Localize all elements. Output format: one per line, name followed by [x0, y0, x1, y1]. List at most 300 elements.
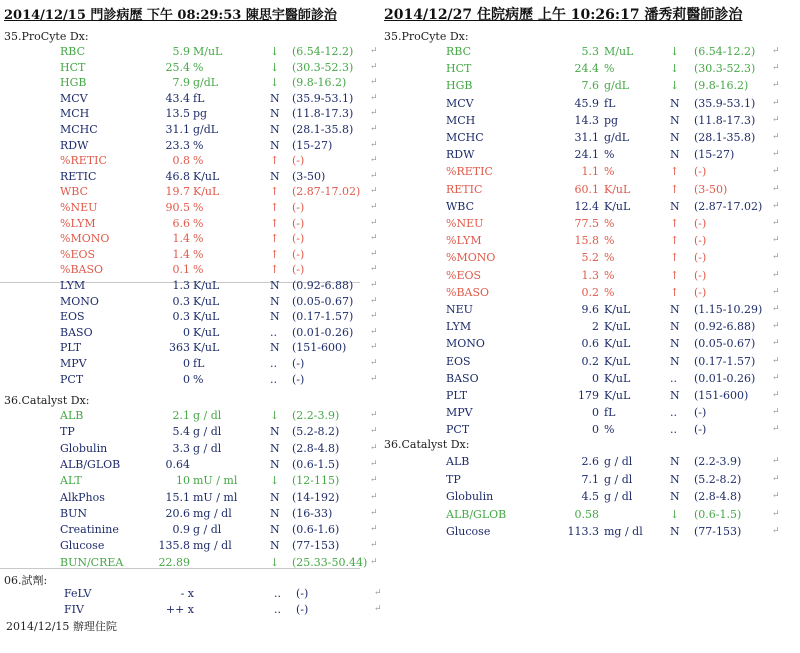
- lab-row: [380, 320, 800, 337]
- test-unit: %: [604, 268, 615, 282]
- test-name: %BASO: [446, 285, 490, 299]
- return-mark-icon: ↵: [772, 473, 780, 484]
- procyte-header: 35.ProCyte Dx:: [384, 30, 469, 43]
- test-unit: g / dl: [193, 523, 222, 537]
- return-mark-icon: ↵: [772, 372, 780, 383]
- test-name: MONO: [446, 337, 485, 351]
- return-mark-icon: ↵: [370, 475, 378, 486]
- lab-row: [0, 310, 380, 327]
- return-mark-icon: ↵: [370, 264, 378, 275]
- test-range: (-): [694, 268, 707, 282]
- test-flag: ..: [270, 325, 277, 339]
- test-name: MCHC: [60, 123, 98, 136]
- record-title: 2014/12/15 門診病歷 下午 08:29:53 陳思宇醫師診治: [4, 8, 337, 23]
- lab-row: [0, 263, 380, 280]
- test-range: (-): [694, 285, 707, 299]
- test-flag: ..: [274, 587, 281, 600]
- test-range: (35.9-53.1): [694, 96, 756, 110]
- test-range: (-): [296, 587, 309, 600]
- test-flag: ↑: [670, 182, 680, 196]
- test-value: 22.89: [158, 555, 190, 569]
- test-range: (-): [292, 201, 305, 214]
- test-value: 3.3: [172, 441, 190, 455]
- test-value: 13.5: [165, 107, 190, 121]
- test-flag: N: [670, 148, 680, 162]
- test-range: (0.05-0.67): [694, 337, 756, 351]
- test-range: (35.9-53.1): [292, 91, 354, 105]
- lab-row: [0, 107, 380, 124]
- test-value: 7.9: [172, 76, 190, 90]
- test-flag: N: [670, 337, 680, 351]
- return-mark-icon: ↵: [772, 424, 780, 435]
- return-mark-icon: ↵: [772, 321, 780, 332]
- test-range: (25.33-50.44): [292, 555, 368, 569]
- return-mark-icon: ↵: [374, 588, 382, 598]
- test-range: (28.1-35.8): [694, 131, 756, 144]
- test-flag: N: [270, 310, 280, 324]
- test-range: (3-50): [694, 182, 728, 196]
- return-mark-icon: ↵: [370, 556, 378, 567]
- test-range: (-): [292, 263, 305, 277]
- test-name: WBC: [60, 185, 89, 199]
- test-range: (12-115): [292, 474, 340, 488]
- return-mark-icon: ↵: [772, 132, 780, 142]
- return-mark-icon: ↵: [370, 139, 378, 150]
- test-range: (2.2-3.9): [292, 409, 340, 422]
- test-flag: N: [670, 320, 680, 334]
- lab-row: [380, 372, 800, 389]
- test-flag: ↓: [670, 62, 680, 76]
- test-name: Glucose: [60, 539, 105, 553]
- lab-row: [0, 139, 380, 156]
- test-flag: ↑: [670, 217, 680, 230]
- test-unit: g/dL: [193, 123, 219, 136]
- test-unit: g/dL: [604, 79, 630, 93]
- lab-row: [380, 79, 800, 96]
- test-value: 60.1: [574, 182, 599, 196]
- test-name: TP: [60, 425, 75, 439]
- test-range: (-): [292, 357, 305, 370]
- lab-row: [380, 508, 800, 525]
- return-mark-icon: ↵: [370, 46, 378, 56]
- test-flag: N: [670, 96, 680, 110]
- return-mark-icon: ↵: [370, 217, 378, 228]
- test-name: RETIC: [446, 182, 483, 196]
- test-value: 5.4: [172, 425, 190, 439]
- return-mark-icon: ↵: [370, 524, 378, 535]
- lab-row: [380, 97, 800, 114]
- lab-row: [380, 490, 800, 507]
- lab-row: [380, 423, 800, 440]
- test-flag: N: [670, 131, 680, 144]
- lab-row: [0, 201, 380, 218]
- return-mark-icon: ↵: [370, 540, 378, 551]
- test-flag: ↓: [670, 79, 680, 93]
- test-range: (0.92-6.88): [292, 279, 354, 292]
- test-value: 0.2: [581, 354, 599, 368]
- test-name: LYM: [446, 320, 472, 334]
- test-value: 7.6: [581, 79, 599, 93]
- test-flag: N: [670, 199, 680, 213]
- test-value: 19.7: [165, 185, 190, 199]
- test-range: (-): [292, 216, 305, 230]
- lab-row: [380, 183, 800, 200]
- test-value: 1.4: [172, 247, 190, 261]
- return-mark-icon: ↵: [772, 526, 780, 536]
- test-value: 363: [169, 341, 190, 355]
- test-flag: N: [270, 169, 280, 183]
- test-value: 0.58: [574, 507, 599, 521]
- return-mark-icon: ↵: [370, 108, 378, 119]
- lab-row: [0, 232, 380, 249]
- test-row: [0, 587, 380, 604]
- lab-row: [380, 200, 800, 217]
- test-flag: ..: [270, 357, 277, 370]
- test-flag: ..: [670, 406, 677, 420]
- lab-row: [380, 355, 800, 372]
- return-mark-icon: ↵: [772, 355, 780, 366]
- test-flag: ..: [670, 423, 677, 437]
- return-mark-icon: ↵: [772, 63, 780, 74]
- test-unit: g/dL: [193, 76, 219, 90]
- test-unit: K/uL: [604, 371, 631, 385]
- test-range: (5.2-8.2): [292, 425, 340, 439]
- return-mark-icon: ↵: [370, 311, 378, 322]
- test-name: %LYM: [60, 216, 96, 230]
- test-unit: K/uL: [193, 185, 220, 199]
- lab-row: [0, 248, 380, 265]
- test-name: %RETIC: [60, 154, 107, 168]
- test-range: (0.6-1.5): [292, 457, 340, 471]
- lab-row: [0, 279, 380, 296]
- test-value: 135.8: [158, 539, 190, 553]
- lab-row: [0, 442, 380, 459]
- test-value: 31.1: [165, 123, 190, 136]
- test-unit: mU / ml: [193, 490, 238, 504]
- test-flag: N: [270, 425, 280, 439]
- test-name: MONO: [60, 294, 99, 308]
- lab-row: [0, 458, 380, 475]
- lab-row: [0, 295, 380, 312]
- test-name: RBC: [60, 45, 85, 58]
- test-result: - x: [180, 587, 194, 600]
- test-flag: ↑: [670, 251, 680, 265]
- test-name: ALB: [60, 409, 84, 422]
- lab-row: [380, 62, 800, 79]
- test-range: (28.1-35.8): [292, 123, 354, 136]
- test-range: (-): [694, 165, 707, 179]
- test-unit: mg / dl: [193, 539, 232, 553]
- return-mark-icon: ↵: [370, 186, 378, 197]
- return-mark-icon: ↵: [772, 491, 780, 501]
- test-name: %NEU: [60, 201, 98, 214]
- test-range: (3-50): [292, 169, 326, 183]
- return-mark-icon: ↵: [370, 295, 378, 306]
- test-range: (9.8-16.2): [292, 76, 347, 90]
- return-mark-icon: ↵: [370, 507, 378, 518]
- test-unit: %: [193, 138, 204, 152]
- lab-row: [0, 61, 380, 78]
- test-flag: N: [270, 441, 280, 455]
- test-value: 5.9: [172, 45, 190, 58]
- test-flag: ↑: [270, 232, 280, 246]
- return-mark-icon: ↵: [370, 442, 378, 453]
- test-value: 0.2: [581, 285, 599, 299]
- test-flag: ↑: [670, 285, 680, 299]
- return-mark-icon: ↵: [772, 200, 780, 211]
- lab-row: [380, 131, 800, 148]
- test-range: (2.8-4.8): [292, 441, 340, 455]
- test-unit: %: [604, 217, 615, 230]
- test-range: (2.87-17.02): [694, 199, 763, 213]
- test-flag: ↑: [270, 201, 280, 214]
- lab-row: [0, 491, 380, 508]
- test-name: PCT: [60, 372, 84, 386]
- test-unit: K/uL: [604, 320, 631, 334]
- return-mark-icon: ↵: [772, 269, 780, 280]
- return-mark-icon: ↵: [772, 304, 780, 314]
- test-value: 1.4: [172, 232, 190, 246]
- test-flag: ↑: [270, 247, 280, 261]
- return-mark-icon: ↵: [370, 373, 378, 384]
- test-range: (1.15-10.29): [694, 303, 763, 316]
- return-mark-icon: ↵: [370, 202, 378, 212]
- test-value: 90.5: [165, 201, 190, 214]
- test-name: ALB/GLOB: [60, 457, 121, 471]
- test-flag: ↑: [270, 216, 280, 230]
- test-value: 0: [592, 423, 599, 437]
- lab-row: [380, 234, 800, 251]
- return-mark-icon: ↵: [772, 252, 780, 263]
- test-name: RETIC: [60, 169, 97, 183]
- test-row: [0, 603, 380, 620]
- test-value: 12.4: [574, 199, 599, 213]
- test-result: ++ x: [165, 603, 194, 616]
- test-flag: N: [270, 123, 280, 136]
- test-flag: N: [670, 472, 680, 486]
- lab-row: [380, 337, 800, 354]
- lab-row: [0, 523, 380, 540]
- test-value: 7.1: [581, 472, 599, 486]
- test-flag: ..: [274, 603, 281, 616]
- test-range: (30.3-52.3): [292, 60, 354, 74]
- test-name: AlkPhos: [60, 490, 105, 504]
- test-range: (0.17-1.57): [292, 310, 354, 324]
- test-unit: K/uL: [604, 389, 631, 402]
- lab-row: [380, 269, 800, 286]
- test-range: (-): [694, 423, 707, 437]
- test-unit: K/uL: [193, 294, 220, 308]
- lab-row: [380, 525, 800, 542]
- test-flag: ↑: [670, 234, 680, 248]
- test-flag: N: [270, 279, 280, 292]
- return-mark-icon: ↵: [370, 491, 378, 502]
- test-name: %RETIC: [446, 165, 493, 179]
- lab-row: [0, 154, 380, 171]
- test-range: (6.54-12.2): [694, 45, 756, 58]
- test-name: RDW: [60, 138, 89, 152]
- lab-row: [0, 217, 380, 234]
- test-value: 0: [183, 357, 190, 370]
- test-name: ALT: [60, 474, 82, 488]
- test-flag: ↑: [670, 268, 680, 282]
- test-name: HGB: [446, 79, 473, 93]
- return-mark-icon: ↵: [370, 342, 378, 353]
- test-value: 0.3: [172, 294, 190, 308]
- test-unit: fL: [604, 96, 616, 110]
- test-range: (11.8-17.3): [694, 113, 756, 127]
- test-unit: g / dl: [193, 441, 222, 455]
- test-unit: %: [193, 216, 204, 230]
- test-unit: %: [604, 285, 615, 299]
- test-flag: N: [270, 523, 280, 537]
- test-value: 9.6: [581, 303, 599, 316]
- test-name: FeLV: [64, 587, 92, 600]
- test-unit: %: [193, 372, 204, 386]
- test-unit: %: [193, 247, 204, 261]
- test-flag: ↑: [670, 165, 680, 179]
- return-mark-icon: ↵: [772, 456, 780, 466]
- lab-row: [0, 123, 380, 140]
- test-unit: K/uL: [604, 354, 631, 368]
- return-mark-icon: ↵: [370, 426, 378, 437]
- lab-row: [380, 217, 800, 234]
- test-unit: K/uL: [193, 169, 220, 183]
- test-unit: %: [604, 234, 615, 248]
- test-name: Globulin: [446, 490, 494, 503]
- procyte-header: 35.ProCyte Dx:: [4, 30, 89, 43]
- test-value: 15.8: [574, 234, 599, 248]
- test-unit: K/uL: [193, 341, 220, 355]
- test-header: 06.試劑:: [4, 574, 48, 587]
- test-unit: fL: [193, 91, 205, 105]
- test-range: (5.2-8.2): [694, 472, 742, 486]
- return-mark-icon: ↵: [370, 61, 378, 72]
- test-unit: mU / ml: [193, 474, 238, 488]
- test-flag: N: [270, 107, 280, 121]
- test-unit: g / dl: [604, 472, 633, 486]
- test-name: %MONO: [446, 251, 496, 265]
- test-unit: K/uL: [193, 310, 220, 324]
- lab-row: [0, 341, 380, 358]
- return-mark-icon: ↵: [370, 233, 378, 244]
- test-name: HGB: [60, 76, 87, 90]
- test-value: 0.8: [172, 154, 190, 168]
- test-flag: N: [670, 303, 680, 316]
- return-mark-icon: ↵: [772, 407, 780, 418]
- test-range: (-): [694, 217, 707, 230]
- return-mark-icon: ↵: [772, 80, 780, 91]
- test-name: EOS: [446, 354, 471, 368]
- test-unit: K/uL: [604, 337, 631, 351]
- return-mark-icon: ↵: [772, 97, 780, 108]
- test-value: 31.1: [574, 131, 599, 144]
- test-name: BUN: [60, 506, 87, 520]
- test-unit: fL: [604, 406, 616, 420]
- return-mark-icon: ↵: [370, 155, 378, 166]
- test-value: 5.2: [581, 251, 599, 265]
- lab-row: [380, 165, 800, 182]
- record-title: 2014/12/27 住院病歷 上午 10:26:17 潘秀莉醫師診治: [384, 7, 743, 23]
- test-name: BUN/CREA: [60, 555, 124, 569]
- catalyst-header: 36.Catalyst Dx:: [384, 438, 470, 451]
- test-flag: ↓: [270, 45, 280, 58]
- test-name: BASO: [60, 325, 93, 339]
- test-value: 0.1: [172, 263, 190, 277]
- return-mark-icon: ↵: [772, 218, 780, 228]
- lab-row: [380, 251, 800, 268]
- test-unit: %: [604, 165, 615, 179]
- return-mark-icon: ↵: [772, 286, 780, 297]
- lab-row: [0, 45, 380, 62]
- test-range: (30.3-52.3): [694, 62, 756, 76]
- test-unit: K/uL: [604, 182, 631, 196]
- test-unit: K/uL: [193, 325, 220, 339]
- test-unit: %: [193, 232, 204, 246]
- lab-row: [380, 45, 800, 62]
- test-range: (16-33): [292, 506, 333, 520]
- test-value: 25.4: [165, 60, 190, 74]
- test-range: (2.87-17.02): [292, 185, 361, 199]
- test-name: TP: [446, 472, 461, 486]
- test-name: %BASO: [60, 263, 104, 277]
- test-flag: N: [670, 525, 680, 538]
- lab-row: [0, 409, 380, 426]
- lab-row: [380, 406, 800, 423]
- test-unit: %: [193, 154, 204, 168]
- return-mark-icon: ↵: [772, 46, 780, 56]
- test-value: 4.5: [581, 490, 599, 503]
- lab-row: [380, 455, 800, 472]
- test-value: 1.3: [172, 279, 190, 292]
- test-name: PLT: [446, 389, 468, 402]
- test-flag: N: [670, 490, 680, 503]
- test-flag: N: [270, 138, 280, 152]
- return-mark-icon: ↵: [370, 248, 378, 259]
- test-flag: N: [270, 91, 280, 105]
- test-unit: mg / dl: [604, 525, 643, 538]
- test-unit: M/uL: [193, 45, 223, 58]
- test-flag: ↓: [270, 555, 280, 569]
- lab-row: [0, 185, 380, 202]
- return-mark-icon: ↵: [370, 124, 378, 134]
- test-value: 0: [592, 371, 599, 385]
- admission-note: 2014/12/15 辦理住院: [6, 620, 117, 633]
- test-flag: N: [670, 113, 680, 127]
- test-range: (14-192): [292, 490, 340, 504]
- return-mark-icon: ↵: [772, 166, 780, 177]
- return-mark-icon: ↵: [772, 149, 780, 160]
- test-range: (0.92-6.88): [694, 320, 756, 334]
- test-value: 179: [578, 389, 599, 402]
- test-range: (151-600): [292, 341, 347, 355]
- test-name: MCV: [446, 96, 474, 110]
- test-name: BASO: [446, 371, 479, 385]
- test-flag: ..: [670, 371, 677, 385]
- test-unit: %: [193, 201, 204, 214]
- lab-row: [0, 357, 380, 374]
- test-unit: %: [604, 62, 615, 76]
- test-flag: ..: [270, 372, 277, 386]
- test-flag: N: [270, 294, 280, 308]
- test-value: 6.6: [172, 216, 190, 230]
- test-name: %NEU: [446, 217, 484, 230]
- lab-row: [380, 473, 800, 490]
- test-flag: N: [270, 457, 280, 471]
- test-range: (77-153): [694, 525, 742, 538]
- test-range: (-): [292, 372, 305, 386]
- catalyst-header: 36.Catalyst Dx:: [4, 394, 90, 407]
